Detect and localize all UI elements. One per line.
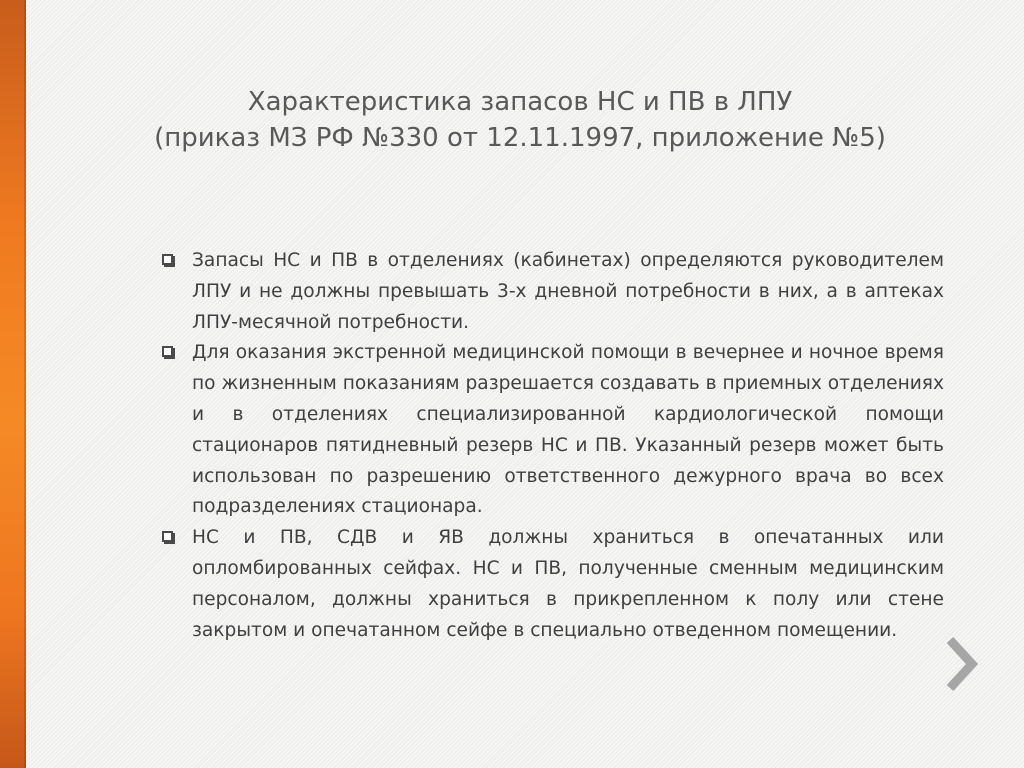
bullet-text: Запасы НС и ПВ в отделениях (кабинетах) определяются руководителем ЛПУ и не должны превышать 3-х дневной потребности в них, а в аптеках ЛПУ-месячной потребности. <box>192 250 944 333</box>
next-slide-button[interactable] <box>944 636 978 692</box>
chevron-right-icon <box>944 636 978 692</box>
checkbox-bullet-icon <box>162 346 173 357</box>
slide-title <box>60 84 980 156</box>
slide-body <box>160 246 944 646</box>
bullet-item <box>160 523 944 646</box>
bullet-item <box>160 246 944 338</box>
bullet-text: НС и ПВ, СДВ и ЯВ должны храниться в опечатанных или опломбированных сейфах. НС и ПВ, полученные сменным медицинским персоналом, должны храниться в прикрепленном к полу или стене закрытом и опечатанном сейфе в специально отведенном помещении. <box>192 527 944 641</box>
checkbox-bullet-icon <box>162 254 173 265</box>
bullet-item <box>160 338 944 523</box>
bullet-text: Для оказания экстренной медицинской помощи в вечернее и ночное время по жизненным показаниям разрешается создавать в приемных отделениях и в отделениях специализированной кардиологической помощи стационаров пятидневный резерв НС и ПВ. Указанный резерв может быть использован по разрешению ответственного дежурного врача во всех подразделениях стационара. <box>192 342 944 518</box>
slide-title-line-2: (приказ МЗ РФ №330 от 12.11.1997, приложение №5) <box>154 123 886 153</box>
slide-title-line-1: Характеристика запасов НС и ПВ в ЛПУ <box>247 87 793 117</box>
checkbox-bullet-icon <box>162 531 173 542</box>
accent-side-bar <box>0 0 26 768</box>
